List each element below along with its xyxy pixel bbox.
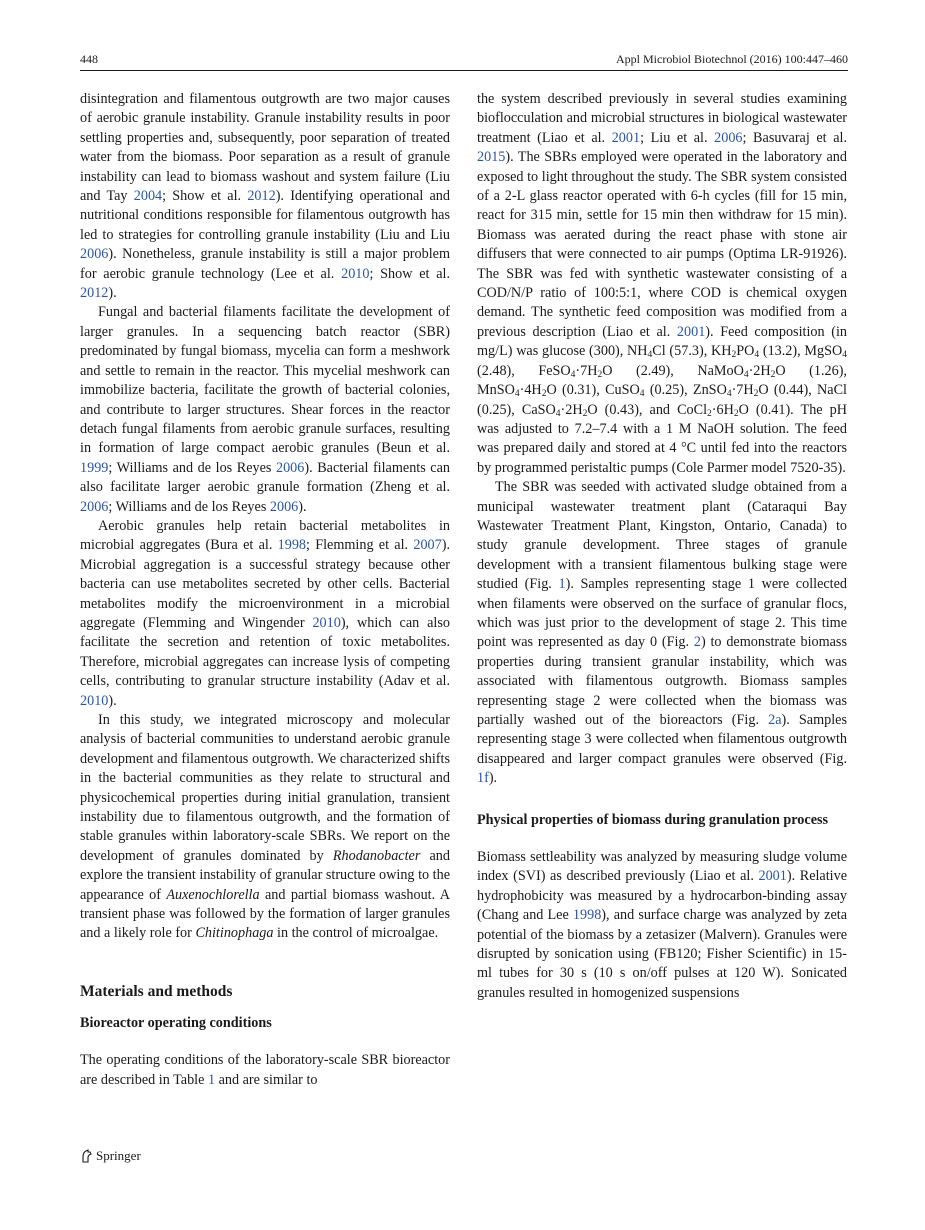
running-header	[80, 50, 848, 71]
citation-link[interactable]: 2010	[80, 692, 109, 709]
citation-link[interactable]: 2006	[80, 246, 109, 263]
paragraph: the system described previously in several studies examining bioflocculation and microbial structures in biological wastewater treatment (Liao et al. 2001; Liu et al. 2006; Basuvaraj et al. 2015). The SBRs employed were operated in the laboratory and exposed to light throughout the study. The SBR system consisted of a 2-L glass reactor operated with 6-h cycles (fill for 15 min, react for 315 min, settle for 15 min then withdraw for 15 min). Biomass was aerated during the react phase with stone air diffusers that were connected to air pumps (Optima LR-91926). The SBR was fed with synthetic wastewater consisting of a COD/N/P ratio of 100:5:1, where COD is chemical oxygen demand. The synthetic feed composition was modified from a previous description (Liao et al. 2001). Feed composition (in mg/L) was glucose (300), $NH_4Cl$ (57.3), $KH_2PO_4$ (13.2), MgSO$_4$ (2.48), $FeSO_4\cdot 7H_2O$ (2.49), $NaMoO_4\cdot 2H_2O$ (1.26), $MnSO_4\cdot 4H_2O$ (0.31), CuSO$_4$ (0.25), $ZnSO_4\cdot 7H_2O$ (0.44), NaCl (0.25), $CaSO_4\cdot 2H_2O$ (0.43), and $CoCl_2\cdot 6H_2O$ (0.41). The pH was adjusted to 7.2–7.4 with a 1 M NaOH solution. The feed was prepared daily and stored at 4 °C until fed into the reactors by programmed peristaltic pumps (Cole Parmer model 7520-35).	[477, 91, 847, 476]
paragraph: In this study, we integrated microscopy and molecular analysis of bacterial communities to understand aerobic granule development and filamentous outgrowth. We characterized shifts in the bacterial communities as they relate to structural and physicochemical properties during initial granulation, transient instability due to filamentous outgrowth, and the formation of stable granules within laboratory-scale SBRs. We report on the development of granules dominated by Rhodanobacter and explore the transient instability of granular structure owing to the appearance of Auxenochlorella and partial biomass washout. A transient phase was followed by the formation of larger granules and a likely role for Chitinophaga in the control of microalgae.	[80, 712, 450, 942]
citation-link[interactable]: 2007	[413, 537, 442, 554]
paragraph: Biomass settleability was analyzed by measuring sludge volume index (SVI) as described previously (Liao et al. 2001). Relative hydrophobicity was measured by a hydrocarbon-binding assay (Chang and Lee 1998), and surface charge was analyzed by zeta potential of the biomass by a zetasizer (Malvern). Granules were disrupted by sonication using (FB120; Fisher Scientific) in 15-ml tubes for 30 s (10 s on/off pulses at 120 W). Sonicated granules resulted in homogenized suspensions	[477, 849, 848, 1001]
citation-link[interactable]: 2006	[80, 498, 109, 515]
citation-link[interactable]: 2001	[676, 323, 706, 340]
paragraph: The operating conditions of the laboratory-scale SBR bioreactor are described in Table 1 and are similar to	[80, 1052, 450, 1088]
subsection-heading: Physical properties of biomass during granulation process	[477, 811, 829, 828]
citation-link[interactable]: 2012	[80, 285, 109, 302]
citation-link[interactable]: 1999	[80, 459, 109, 476]
springer-horse-icon	[80, 1149, 93, 1163]
citation-link[interactable]: 2015	[477, 149, 506, 166]
figure-link[interactable]: 1f	[477, 770, 489, 787]
page-number: 448	[80, 52, 98, 66]
section-heading: Materials and methods	[80, 982, 233, 1000]
paragraph: Fungal and bacterial filaments facilitate the development of larger granules. In a sequencing batch reactor (SBR) predominated by fungal biomass, mycelia can form a meshwork and settle to remain in the reactor. This mycelial meshwork can immobilize bacteria, facilitate the growth of bacterial colonies, and contribute to larger structures. Shear forces in the reactor detach fungal filaments from aerobic granule surfaces, resulting in formation of large compact aerobic granules (Beun et al. 1999; Williams and de los Reyes 2006). Bacterial filaments can also facilitate larger aerobic granule formation (Zheng et al. 2006; Williams and de los Reyes 2006).	[80, 304, 450, 515]
paragraph: disintegration and filamentous outgrowth are two major causes of aerobic granule instability. Granule instability results in poor settling properties and, subsequently, poor separation of treated water from the biomass. Poor separation as a result of granule instability can lead to biomass washout and system failure (Liu and Tay 2004; Show et al. 2012). Identifying operational and nutritional conditions responsible for filamentous outgrowth has led to strategies for controlling granule instability (Liu and Liu 2006). Nonetheless, granule instability is still a major problem for aerobic granule technology (Lee et al. 2010; Show et al. 2012).	[80, 91, 450, 302]
paragraph: Aerobic granules help retain bacterial metabolites in microbial aggregates (Bura et al. 1998; Flemming et al. 2007). Microbial aggregation is a successful strategy because other bacteria can use metabolites secreted by other cells. Bacterial metabolites modify the microenvironment in a microbial aggregate (Flemming and Wingender 2010), which can also facilitate the secretion and retention of toxic metabolites. Therefore, microbial aggregates can increase lysis of competing cells, contributing to granular structure instability (Adav et al. 2010).	[80, 517, 450, 709]
figure-link[interactable]: 2a	[768, 712, 782, 728]
citation-link[interactable]: 1998	[277, 537, 307, 554]
subsection-heading: Bioreactor operating conditions	[80, 1014, 272, 1031]
citation-link[interactable]: 2006	[714, 129, 743, 146]
citation-link[interactable]: 2010	[341, 265, 370, 282]
citation-link[interactable]: 2004	[133, 188, 163, 205]
footer	[80, 1148, 141, 1164]
journal-citation: Appl Microbiol Biotechnol (2016) 100:447–460	[616, 52, 848, 66]
citation-link[interactable]: 2012	[247, 188, 276, 205]
citation-link[interactable]: 2001	[611, 129, 641, 146]
citation-link[interactable]: 2006	[269, 498, 299, 515]
citation-link[interactable]: 2006	[275, 459, 305, 476]
left-column	[80, 90, 450, 1090]
citation-link[interactable]: 1998	[572, 907, 602, 924]
figure-link[interactable]: 1	[558, 576, 566, 593]
paragraph: The SBR was seeded with activated sludge obtained from a municipal wastewater treatment plant (Cataraqui Bay Wastewater Treatment Plant, Kingston, Ontario, Canada) to study granule development. Three stages of granule development with a transient filamentous bulking stage were studied (Fig. 1). Samples representing stage 1 were collected when filaments were observed on the surface of granular flocs, which was just prior to the development of stage 2. This time point was represented as day 0 (Fig. 2) to demonstrate biomass properties during transient granular instability, which was associated with filamentous outgrowth. Biomass samples representing stage 2 were collected when the biomass was partially washed out of the bioreactors (Fig. 2a). Samples representing stage 3 were collected when filamentous outgrowth disappeared and larger compact granules were observed (Fig. 1f).	[477, 479, 847, 787]
citation-link[interactable]: 2001	[758, 868, 787, 885]
figure-link[interactable]: 2	[693, 634, 701, 651]
right-column	[477, 90, 847, 1003]
citation-link[interactable]: 2010	[312, 614, 341, 631]
publisher-name: Springer	[96, 1148, 141, 1163]
table-link[interactable]: 1	[207, 1071, 216, 1088]
